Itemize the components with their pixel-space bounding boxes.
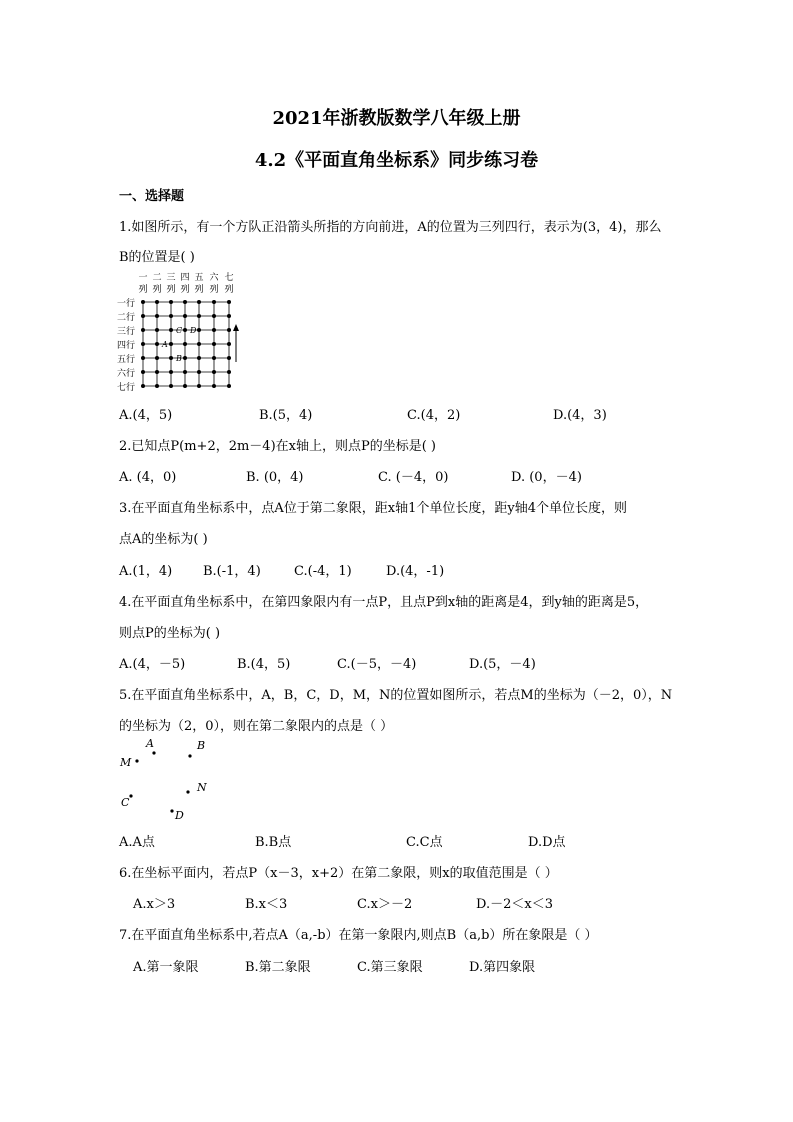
question-3-line-2: 点A的坐标为( ) xyxy=(119,532,208,547)
q7-option-a: A.第一象限 xyxy=(133,960,199,975)
q4-option-a: A.(4，－5) xyxy=(119,657,186,672)
question-6-line-1: 6.在坐标平面内，若点P（x－3，x+2）在第二象限，则x的取值范围是（ ） xyxy=(119,866,558,881)
section-heading: 一、选择题 xyxy=(119,189,185,204)
fig5-label-n: N xyxy=(197,781,207,794)
q6-option-a: A.x＞3 xyxy=(133,897,176,912)
row-label-4: 四行 xyxy=(117,341,136,351)
fig5-point-d xyxy=(170,809,173,812)
question-1-line-1: 1.如图所示，有一个方队正沿箭头所指的方向前进，A的位置为三列四行，表示为(3，4)，那么 xyxy=(119,220,662,235)
row-label-1: 一行 xyxy=(117,299,136,309)
q7-option-b: B.第二象限 xyxy=(245,960,311,975)
q2-option-d: D. (0，－4) xyxy=(511,470,582,485)
col-label-2-a: 二 xyxy=(152,273,162,283)
q3-option-a: A.(1，4) xyxy=(119,564,173,579)
question-3-line-1: 3.在平面直角坐标系中，点A位于第二象限，距x轴1个单位长度，距y轴4个单位长度，则 xyxy=(119,501,628,516)
direction-arrow-icon xyxy=(233,324,239,362)
q3-option-d: D.(4，-1) xyxy=(386,564,445,579)
q7-option-c: C.第三象限 xyxy=(357,960,423,975)
q1-option-d: D.(4，3) xyxy=(553,408,607,423)
question-2-line-1: 2.已知点P(m+2，2m－4)在x轴上，则点P的坐标是( ) xyxy=(119,439,437,454)
q1-option-b: B.(5，4) xyxy=(259,408,313,423)
question-7-line-1: 7.在平面直角坐标系中,若点A（a,-b）在第一象限内,则点B（a,b）所在象限是（ ） xyxy=(119,928,598,943)
fig5-point-m xyxy=(135,759,138,762)
points-position-figure xyxy=(119,736,211,822)
fig5-point-a xyxy=(152,751,155,754)
q6-option-b: B.x＜3 xyxy=(245,897,288,912)
point-label-a: A xyxy=(162,340,168,349)
fig5-point-b xyxy=(188,754,191,757)
q6-option-c: C.x＞－2 xyxy=(357,897,413,912)
col-label-3-b: 列 xyxy=(166,285,176,295)
q4-option-b: B.(4，5) xyxy=(237,657,291,672)
col-label-6-a: 六 xyxy=(209,273,219,283)
q1-option-c: C.(4，2) xyxy=(407,408,461,423)
q2-option-b: B. (0，4) xyxy=(246,470,304,485)
question-5-line-2: 的坐标为（2，0），则在第二象限内的点是（ ） xyxy=(119,719,394,734)
col-label-2-b: 列 xyxy=(152,285,162,295)
q2-option-c: C. (－4，0) xyxy=(378,470,449,485)
fig5-label-a: A xyxy=(146,737,154,750)
q6-option-d: D.－2＜x＜3 xyxy=(476,897,553,912)
row-label-7: 七行 xyxy=(117,383,136,392)
row-label-3: 三行 xyxy=(117,327,136,337)
col-label-6-b: 列 xyxy=(209,285,219,295)
col-label-1-a: 一 xyxy=(138,273,148,283)
col-label-1-b: 列 xyxy=(138,285,148,295)
fig5-point-n xyxy=(186,790,189,793)
q5-option-d: D.D点 xyxy=(528,835,566,850)
col-label-7-b: 列 xyxy=(224,285,234,295)
fig5-point-c xyxy=(129,794,132,797)
fig5-label-c: C xyxy=(121,796,130,809)
q5-option-c: C.C点 xyxy=(406,835,443,850)
q5-option-b: B.B点 xyxy=(255,835,292,850)
q3-option-c: C.(-4，1) xyxy=(294,564,352,579)
col-label-7-a: 七 xyxy=(224,273,234,283)
col-label-5-b: 列 xyxy=(194,285,204,295)
q2-option-a: A. (4，0) xyxy=(119,470,177,485)
q7-option-d: D.第四象限 xyxy=(469,960,536,975)
question-1-line-2: B的位置是( ) xyxy=(119,250,195,265)
question-4-line-2: 则点P的坐标为( ) xyxy=(119,626,221,641)
col-label-3-a: 三 xyxy=(166,273,176,283)
worksheet-subtitle: 4.2《平面直角坐标系》同步练习卷 xyxy=(254,150,539,171)
q3-option-b: B.(-1，4) xyxy=(203,564,261,579)
fig5-label-d: D xyxy=(175,809,184,822)
q1-option-a: A.(4，5) xyxy=(119,408,173,423)
worksheet-title: 2021年浙教版数学八年级上册 xyxy=(272,108,521,129)
question-5-line-1: 5.在平面直角坐标系中，A，B，C，D，M，N的位置如图所示，若点M的坐标为（－2，0），N xyxy=(119,688,673,703)
point-label-d: D xyxy=(190,326,197,335)
queue-grid-figure xyxy=(117,270,247,392)
row-label-6: 六行 xyxy=(117,369,136,379)
col-label-4-b: 列 xyxy=(180,285,190,295)
q5-option-a: A.A点 xyxy=(119,835,155,850)
point-label-b: B xyxy=(176,354,182,363)
fig5-label-m: M xyxy=(120,756,132,769)
row-label-2: 二行 xyxy=(117,313,136,323)
fig5-label-b: B xyxy=(197,739,206,752)
q4-option-d: D.(5，－4) xyxy=(469,657,536,672)
col-label-4-a: 四 xyxy=(180,273,190,283)
q4-option-c: C.(－5，－4) xyxy=(337,657,417,672)
col-label-5-a: 五 xyxy=(194,273,204,283)
question-4-line-1: 4.在平面直角坐标系中，在第四象限内有一点P，且点P到x轴的距离是4，到y轴的距离是5， xyxy=(119,595,649,610)
row-label-5: 五行 xyxy=(117,355,136,365)
point-label-c: C xyxy=(176,326,183,335)
